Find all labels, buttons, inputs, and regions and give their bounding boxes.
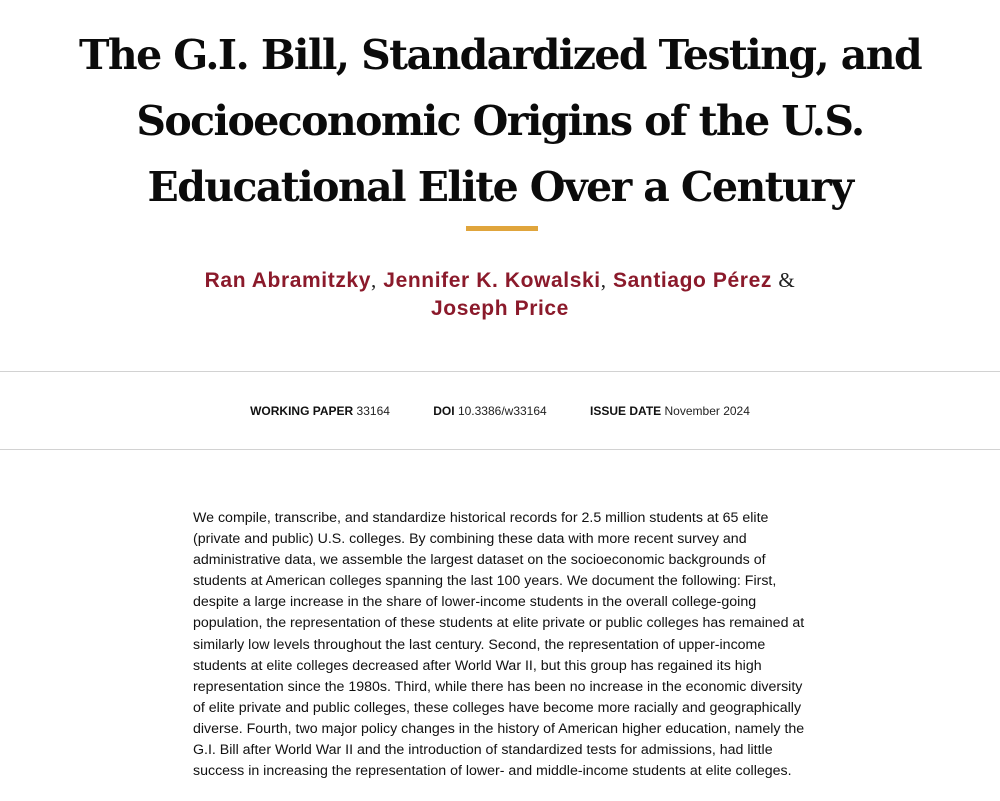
abstract-text: We compile, transcribe, and standardize historical records for 2.5 million students at 65 elite (private and public) U.S. colleges. By combining these data with more recent survey and administrative data, we assemble the largest dataset on the socioeconomic backgrounds of students at American colleges spanning the last 100 years. We document the following: First, despite a large increase in the share of lower-income students in the overall college-going population, the representation of these students at elite private or public colleges has remained at similarly low levels throughout the last century. Second, the representation of upper-income students at elite colleges decreased after World War II, but this group has regained its high representation since the 1980s. Third, while there has been no increase in the economic diversity of elite private and public colleges, these colleges have become more racially and geographically diverse. Fourth, two major policy changes in the history of American higher education, namely the G.I. Bill after World War II and the introduction of standardized tests for admissions, had little success in increasing the representation of lower- and middle-income students at elite colleges. — [193, 510, 805, 780]
author-separator: , — [371, 268, 377, 292]
author-link-jennifer-kowalski[interactable]: Jennifer K. Kowalski — [383, 269, 601, 292]
paper-meta-bar — [0, 371, 1000, 450]
doi-meta — [433, 403, 546, 419]
author-link-ran-abramitzky[interactable]: Ran Abramitzky — [204, 269, 371, 292]
working-paper-number: 33164 — [356, 404, 390, 418]
author-link-santiago-perez[interactable]: Santiago Pérez — [613, 269, 772, 292]
paper-meta-items — [0, 403, 1000, 419]
working-paper-meta — [250, 403, 390, 419]
author-separator: , — [600, 268, 607, 292]
title-accent-rule — [466, 226, 538, 231]
issue-date-meta — [590, 403, 750, 419]
working-paper-label: WORKING PAPER — [250, 404, 354, 418]
issue-date-value: November 2024 — [664, 404, 750, 418]
author-separator: & — [778, 268, 796, 292]
issue-date-label: ISSUE DATE — [590, 404, 662, 418]
author-list — [150, 266, 850, 323]
author-link-joseph-price[interactable]: Joseph Price — [431, 297, 569, 320]
doi-value: 10.3386/w33164 — [457, 404, 547, 418]
page-title: The G.I. Bill, Standardized Testing, and Socioeconomic Origins of the U.S. Educational Elite Over a Century — [78, 31, 922, 211]
doi-label: DOI — [433, 404, 455, 418]
